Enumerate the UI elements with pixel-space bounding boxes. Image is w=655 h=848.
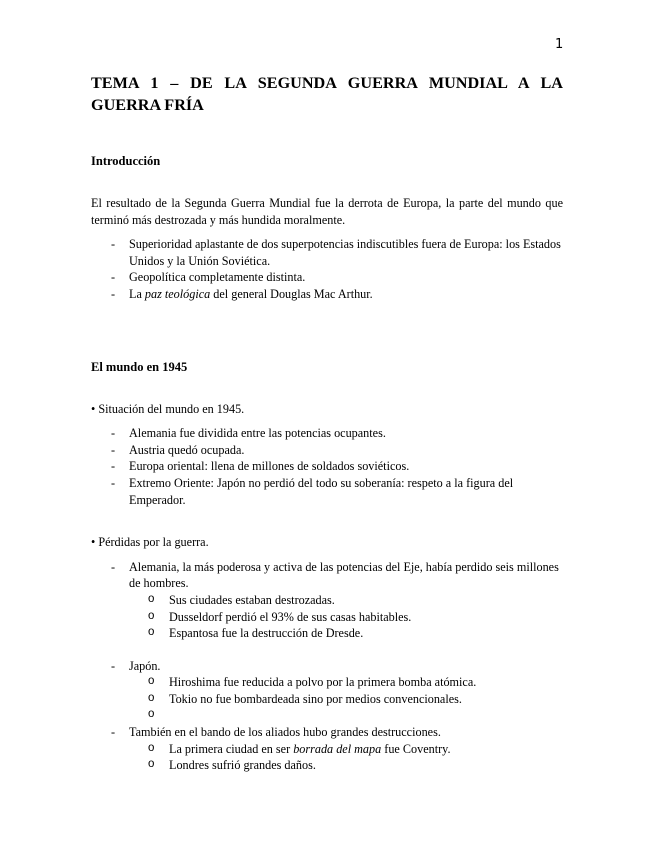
perdidas-list [91, 559, 563, 774]
list-item: - Europa oriental: llena de millones de soldados soviéticos. [91, 458, 563, 475]
sublist-japon [129, 674, 563, 724]
italic-text: borrada del mapa [293, 741, 382, 756]
list-item: - Extremo Oriente: Japón no perdió del todo su soberanía: respeto a la figura del Emperador. [91, 475, 563, 508]
document-body [91, 72, 563, 774]
item-text: Japón. [129, 658, 161, 673]
list-item: - Superioridad aplastante de dos superpotencias indiscutibles fuera de Europa: los Estados Unidos y la Unión Soviética. [91, 236, 563, 269]
sublist-item: o Espantosa fue la destrucción de Dresde. [91, 625, 563, 642]
sublist-alemania [129, 592, 563, 642]
page-number: 1 [555, 37, 564, 52]
sublist-item: o Dusseldorf perdió el 93% de sus casas habitables. [91, 609, 563, 626]
list-item [91, 286, 563, 303]
list-item-aliados [91, 724, 563, 774]
sublist-item-empty [91, 707, 563, 724]
bullet-perdidas: • Pérdidas por la guerra. [91, 535, 209, 550]
item-text: fue Coventry. [381, 741, 451, 756]
list-item: - Alemania fue dividida entre las potencias ocupantes. [91, 425, 563, 442]
intro-list [91, 236, 563, 302]
sublist-item: o Sus ciudades estaban destrozadas. [91, 592, 563, 609]
sublist-item: o Tokio no fue bombardeada sino por medios convencionales. [91, 691, 563, 708]
intro-paragraph: El resultado de la Segunda Guerra Mundial fue la derrota de Europa, la parte del mundo que terminó más destrozada y más hundida moralmente. [91, 196, 563, 227]
list-item: - Austria quedó ocupada. [91, 442, 563, 459]
sublist-item [91, 741, 563, 758]
list-item-alemania [91, 559, 563, 642]
situacion-list [91, 425, 563, 508]
document-title: TEMA 1 – DE LA SEGUNDA GUERRA MUNDIAL A LA GUERRA FRÍA [91, 74, 563, 114]
sublist-item: o Hiroshima fue reducida a polvo por la primera bomba atómica. [91, 674, 563, 691]
item-text: del general Douglas Mac Arthur. [210, 286, 373, 301]
item-text: Alemania, la más poderosa y activa de las potencias del Eje, había perdido seis millones de hombres. [129, 559, 559, 591]
item-text: La primera ciudad en ser [169, 741, 294, 756]
item-text: También en el bando de los aliados hubo grandes destrucciones. [129, 725, 441, 740]
sublist-aliados [129, 741, 563, 774]
bullet-situacion: • Situación del mundo en 1945. [91, 401, 245, 416]
item-text: La [129, 286, 145, 301]
list-item-japon [91, 658, 563, 724]
sublist-item: o Londres sufrió grandes daños. [91, 757, 563, 774]
list-item: - Geopolítica completamente distinta. [91, 269, 563, 286]
italic-text: paz teológica [144, 286, 211, 301]
section-heading-mundo-1945: El mundo en 1945 [91, 359, 188, 374]
section-heading-introduccion: Introducción [91, 154, 161, 168]
